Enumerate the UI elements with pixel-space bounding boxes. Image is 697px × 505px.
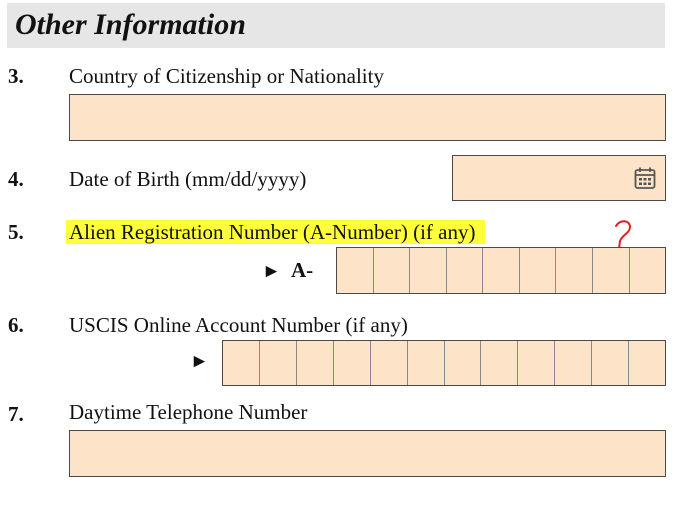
telephone-field[interactable] — [69, 430, 666, 477]
section-header — [7, 3, 665, 48]
a-number-label — [69, 220, 485, 245]
item-number-3: 3. — [8, 64, 24, 88]
a-number-digit-cell[interactable] — [447, 248, 484, 293]
uscis-account-digit-cell[interactable] — [260, 341, 297, 385]
calendar-icon[interactable] — [634, 166, 656, 190]
item-number-5: 5. — [8, 220, 24, 244]
a-number-prefix: A- — [291, 258, 314, 282]
dob-field[interactable] — [452, 155, 666, 201]
a-number-label-highlight: Alien Registration Number (A-Number) (if any) — [66, 220, 485, 244]
a-number-digit-cell[interactable] — [520, 248, 557, 293]
uscis-account-digit-cell[interactable] — [408, 341, 445, 385]
uscis-account-digit-cell[interactable] — [518, 341, 555, 385]
a-number-digit-cell[interactable] — [337, 248, 374, 293]
a-number-field[interactable] — [336, 247, 666, 294]
uscis-account-digit-cell[interactable] — [334, 341, 371, 385]
uscis-account-digit-cell[interactable] — [481, 341, 518, 385]
uscis-account-digit-cell[interactable] — [555, 341, 592, 385]
a-number-digit-cell[interactable] — [593, 248, 630, 293]
item-number-7: 7. — [8, 402, 24, 426]
telephone-label: Daytime Telephone Number — [69, 400, 308, 424]
country-label: Country of Citizenship or Nationality — [69, 64, 384, 88]
dob-label: Date of Birth (mm/dd/yyyy) — [69, 167, 307, 191]
section-title: Other Information — [15, 8, 246, 41]
item-number-4: 4. — [8, 167, 24, 191]
a-number-digit-cell[interactable] — [556, 248, 593, 293]
uscis-account-arrow: ► — [190, 351, 209, 372]
uscis-account-digit-cell[interactable] — [297, 341, 334, 385]
uscis-account-digit-cell[interactable] — [445, 341, 482, 385]
a-number-digit-cell[interactable] — [483, 248, 520, 293]
a-number-digit-cell[interactable] — [410, 248, 447, 293]
uscis-account-digit-cell[interactable] — [592, 341, 629, 385]
a-number-digit-cell[interactable] — [374, 248, 411, 293]
a-number-digit-cell[interactable] — [630, 248, 666, 293]
uscis-account-label: USCIS Online Account Number (if any) — [69, 313, 408, 337]
uscis-account-digit-cell[interactable] — [223, 341, 260, 385]
uscis-account-field[interactable] — [222, 340, 666, 386]
item-number-6: 6. — [8, 313, 24, 337]
uscis-account-digit-cell[interactable] — [371, 341, 408, 385]
country-field[interactable] — [69, 94, 666, 141]
uscis-account-digit-cell[interactable] — [629, 341, 665, 385]
a-number-arrow: ► — [262, 261, 281, 282]
